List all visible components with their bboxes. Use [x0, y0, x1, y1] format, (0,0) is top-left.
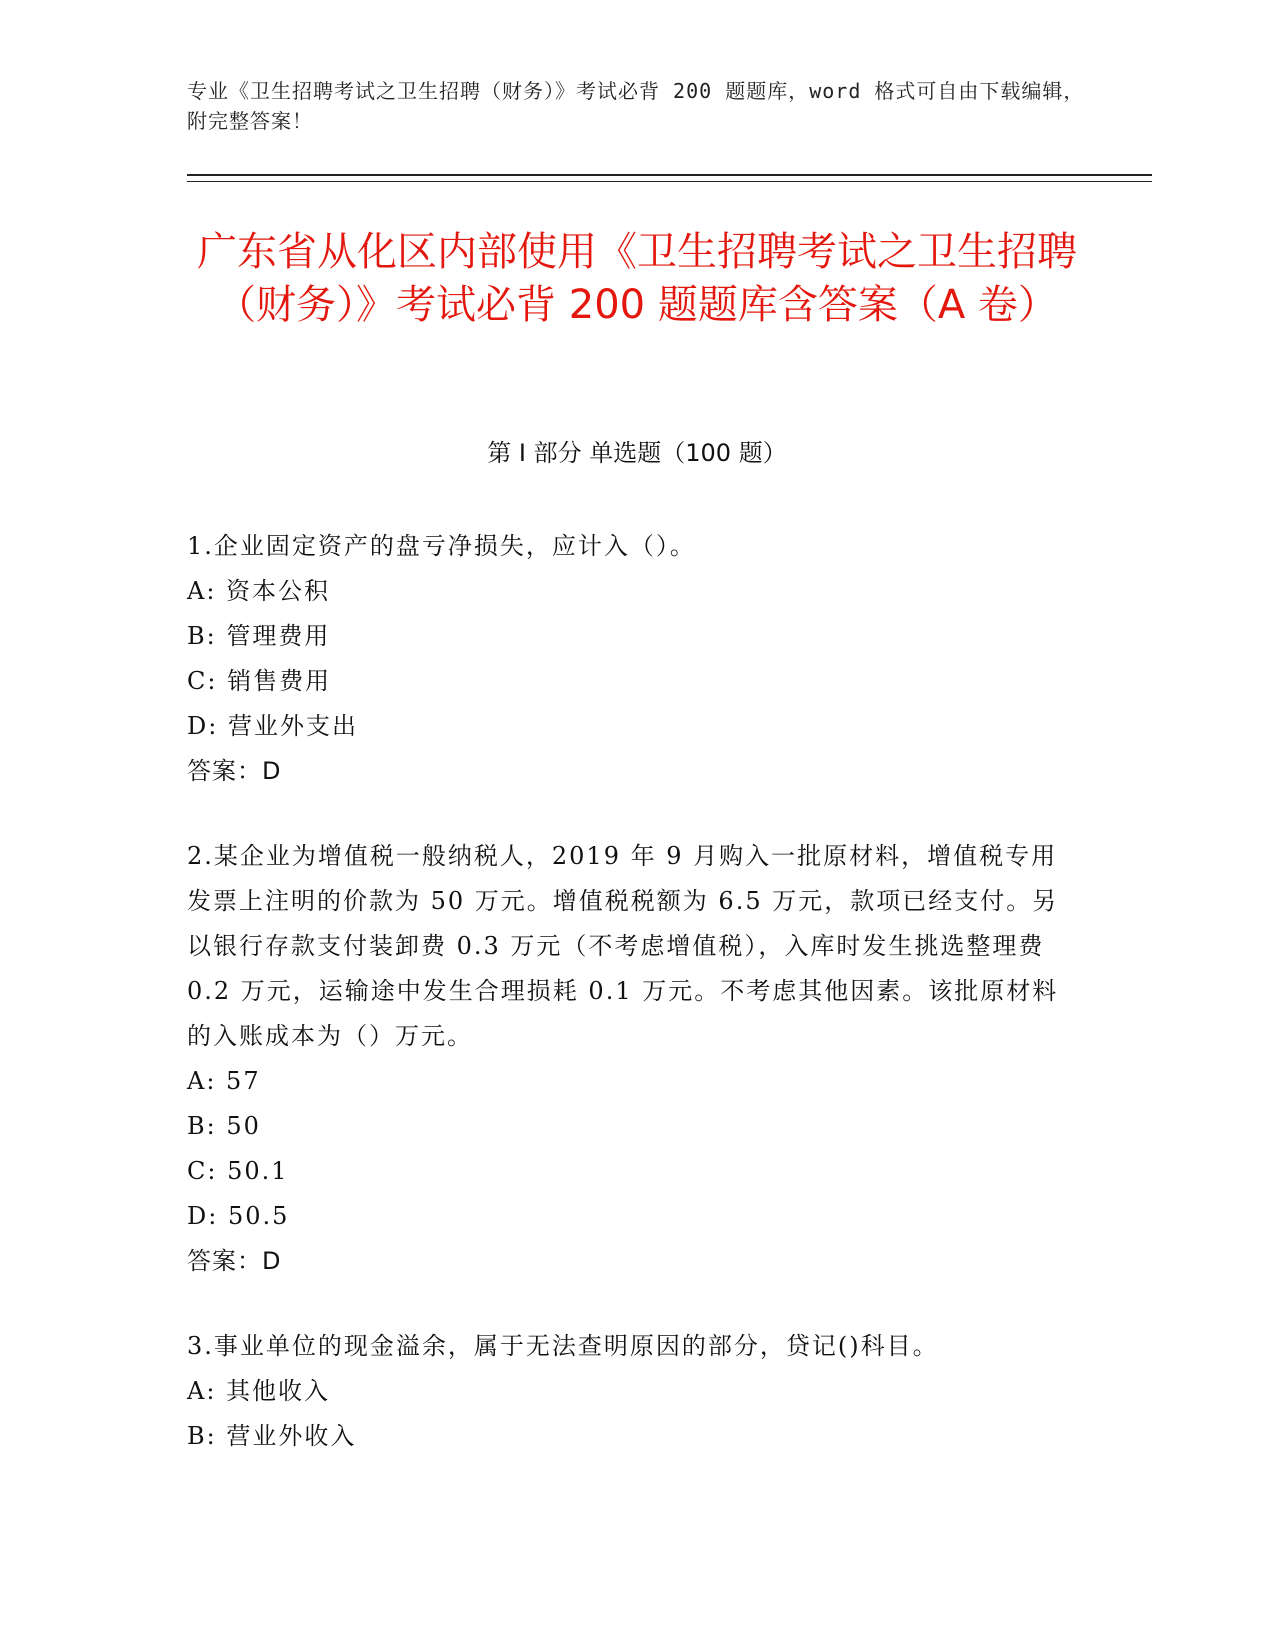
- question-stem: 1.企业固定资产的盘亏净损失，应计入（）。: [187, 532, 696, 560]
- question-list: [187, 524, 1077, 1499]
- header-rule-thin: [187, 181, 1152, 182]
- option-b: B: 50: [187, 1112, 261, 1140]
- answer: 答案：D: [187, 1247, 282, 1275]
- question-3: [187, 1324, 1077, 1459]
- header-rule-thick: [187, 174, 1152, 176]
- option-d: D: 50.5: [187, 1202, 290, 1230]
- question-stem: 3.事业单位的现金溢余，属于无法查明原因的部分，贷记()科目。: [187, 1332, 939, 1360]
- option-a: A: 其他收入: [187, 1377, 331, 1405]
- answer: 答案：D: [187, 757, 282, 785]
- option-a: A: 57: [187, 1067, 261, 1095]
- option-b: B: 管理费用: [187, 622, 331, 650]
- section-title: 第 I 部分 单选题（100 题）: [487, 439, 787, 467]
- option-c: C: 50.1: [187, 1157, 289, 1185]
- question-2: [187, 834, 1077, 1284]
- header-note: 专业《卫生招聘考试之卫生招聘（财务）》考试必背 200 题题库，word 格式可自由下载编辑，附完整答案！: [187, 79, 1085, 133]
- option-b: B: 营业外收入: [187, 1422, 357, 1450]
- question-stem: 2.某企业为增值税一般纳税人，2019 年 9 月购入一批原材料，增值税专用发票上注明的价款为 50 万元。增值税税额为 6.5 万元，款项已经支付。另以银行存款支付装卸费 0.3 万元（不考虑增值税），入库时发生挑选整理费 0.2 万元，运输途中发生合理损耗 0.1 万元。不考虑其他因素。该批原材料的入账成本为（）万元。: [187, 842, 1059, 1050]
- option-c: C: 销售费用: [187, 667, 332, 695]
- option-a: A: 资本公积: [187, 577, 331, 605]
- document-title: 广东省从化区内部使用《卫生招聘考试之卫生招聘（财务）》考试必背 200 题题库含答案（A 卷）: [197, 229, 1077, 328]
- option-d: D: 营业外支出: [187, 712, 358, 740]
- question-1: [187, 524, 1077, 794]
